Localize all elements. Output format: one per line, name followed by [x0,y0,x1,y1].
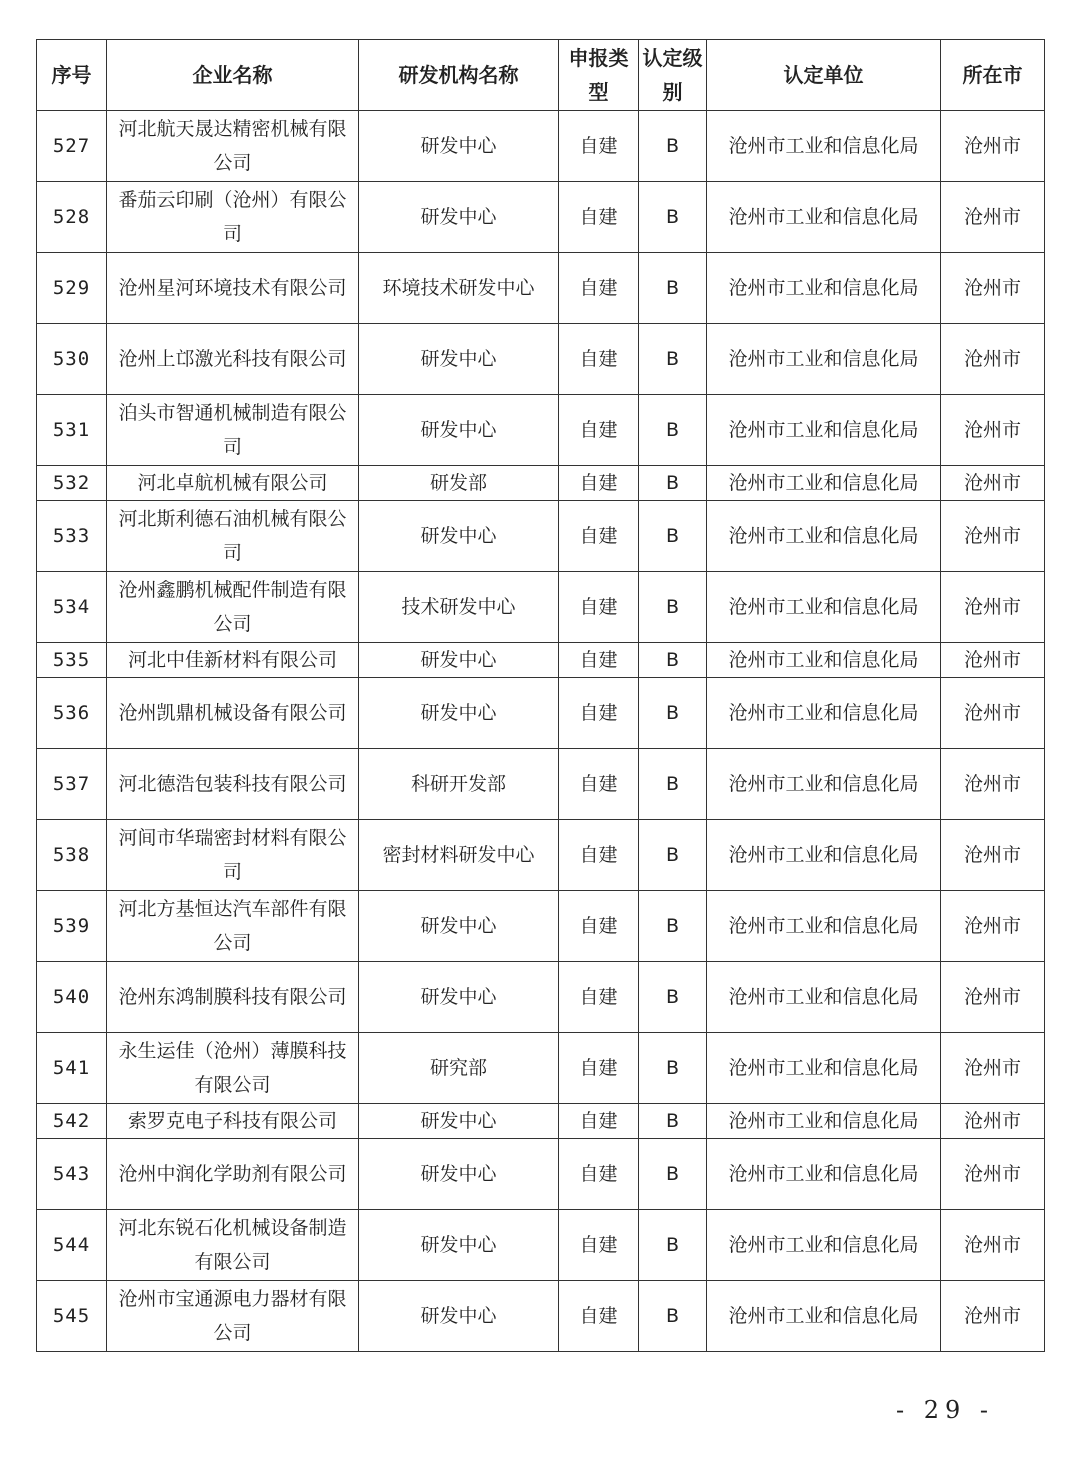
cell-type: 自建 [559,1210,639,1281]
cell-rd-org: 研发中心 [359,111,559,182]
cell-city: 沧州市 [941,891,1045,962]
cell-company: 河间市华瑞密封材料有限公司 [107,820,359,891]
table-row [37,182,1045,253]
table-row [37,1281,1045,1352]
header-seq: 序号 [37,40,107,111]
cell-city: 沧州市 [941,1033,1045,1104]
cell-city: 沧州市 [941,1139,1045,1210]
table-row [37,1104,1045,1139]
cell-rd-org: 科研开发部 [359,749,559,820]
cell-city: 沧州市 [941,324,1045,395]
cell-level: B [639,1210,707,1281]
cell-seq: 535 [37,643,107,678]
cell-company: 索罗克电子科技有限公司 [107,1104,359,1139]
cell-unit: 沧州市工业和信息化局 [707,501,941,572]
table-row [37,643,1045,678]
cell-rd-org: 密封材料研发中心 [359,820,559,891]
cell-type: 自建 [559,501,639,572]
table-row [37,324,1045,395]
header-city: 所在市 [941,40,1045,111]
cell-type: 自建 [559,466,639,501]
cell-city: 沧州市 [941,643,1045,678]
cell-unit: 沧州市工业和信息化局 [707,891,941,962]
table-row [37,1033,1045,1104]
cell-level: B [639,1033,707,1104]
cell-company: 沧州上邙激光科技有限公司 [107,324,359,395]
cell-seq: 528 [37,182,107,253]
cell-seq: 530 [37,324,107,395]
cell-company: 沧州星河环境技术有限公司 [107,253,359,324]
cell-company: 番茄云印刷（沧州）有限公司 [107,182,359,253]
cell-company: 河北东锐石化机械设备制造有限公司 [107,1210,359,1281]
cell-city: 沧州市 [941,111,1045,182]
cell-rd-org: 研发中心 [359,678,559,749]
cell-unit: 沧州市工业和信息化局 [707,678,941,749]
table-row [37,1210,1045,1281]
cell-type: 自建 [559,962,639,1033]
cell-level: B [639,572,707,643]
cell-seq: 529 [37,253,107,324]
cell-level: B [639,324,707,395]
cell-level: B [639,1139,707,1210]
cell-rd-org: 研发部 [359,466,559,501]
cell-city: 沧州市 [941,395,1045,466]
cell-type: 自建 [559,1104,639,1139]
cell-type: 自建 [559,820,639,891]
cell-city: 沧州市 [941,820,1045,891]
cell-level: B [639,643,707,678]
cell-seq: 545 [37,1281,107,1352]
cell-unit: 沧州市工业和信息化局 [707,1210,941,1281]
table-row [37,891,1045,962]
cell-type: 自建 [559,1281,639,1352]
cell-unit: 沧州市工业和信息化局 [707,1281,941,1352]
cell-rd-org: 技术研发中心 [359,572,559,643]
cell-unit: 沧州市工业和信息化局 [707,111,941,182]
cell-level: B [639,501,707,572]
cell-unit: 沧州市工业和信息化局 [707,749,941,820]
cell-level: B [639,891,707,962]
cell-type: 自建 [559,678,639,749]
header-unit: 认定单位 [707,40,941,111]
cell-seq: 542 [37,1104,107,1139]
cell-rd-org: 研发中心 [359,1281,559,1352]
table-body [37,111,1045,1352]
page-number: - 29 - [896,1396,995,1424]
table-row [37,1139,1045,1210]
cell-unit: 沧州市工业和信息化局 [707,1104,941,1139]
cell-company: 沧州中润化学助剂有限公司 [107,1139,359,1210]
cell-rd-org: 研发中心 [359,891,559,962]
cell-company: 河北航天晟达精密机械有限公司 [107,111,359,182]
header-level: 认定级别 [639,40,707,111]
cell-company: 沧州凯鼎机械设备有限公司 [107,678,359,749]
cell-city: 沧州市 [941,182,1045,253]
cell-seq: 541 [37,1033,107,1104]
header-company: 企业名称 [107,40,359,111]
cell-type: 自建 [559,253,639,324]
cell-unit: 沧州市工业和信息化局 [707,1033,941,1104]
cell-city: 沧州市 [941,253,1045,324]
cell-city: 沧州市 [941,1210,1045,1281]
cell-rd-org: 研发中心 [359,1210,559,1281]
cell-unit: 沧州市工业和信息化局 [707,820,941,891]
cell-unit: 沧州市工业和信息化局 [707,572,941,643]
cell-rd-org: 研发中心 [359,501,559,572]
cell-seq: 536 [37,678,107,749]
cell-city: 沧州市 [941,749,1045,820]
cell-rd-org: 研发中心 [359,1104,559,1139]
table-row [37,572,1045,643]
table-header [37,40,1045,111]
cell-city: 沧州市 [941,501,1045,572]
cell-level: B [639,678,707,749]
cell-company: 河北德浩包装科技有限公司 [107,749,359,820]
cell-city: 沧州市 [941,1281,1045,1352]
cell-rd-org: 研究部 [359,1033,559,1104]
cell-rd-org: 研发中心 [359,395,559,466]
cell-type: 自建 [559,395,639,466]
cell-seq: 527 [37,111,107,182]
cell-type: 自建 [559,891,639,962]
cell-unit: 沧州市工业和信息化局 [707,466,941,501]
cell-unit: 沧州市工业和信息化局 [707,324,941,395]
cell-type: 自建 [559,1033,639,1104]
cell-seq: 534 [37,572,107,643]
cell-seq: 531 [37,395,107,466]
cell-rd-org: 研发中心 [359,324,559,395]
table-row [37,749,1045,820]
header-type: 申报类型 [559,40,639,111]
cell-city: 沧州市 [941,466,1045,501]
table-row [37,820,1045,891]
cell-company: 河北斯利德石油机械有限公司 [107,501,359,572]
cell-city: 沧州市 [941,572,1045,643]
cell-level: B [639,1104,707,1139]
cell-unit: 沧州市工业和信息化局 [707,1139,941,1210]
cell-unit: 沧州市工业和信息化局 [707,395,941,466]
cell-type: 自建 [559,324,639,395]
cell-level: B [639,820,707,891]
header-rd-org: 研发机构名称 [359,40,559,111]
cell-seq: 539 [37,891,107,962]
cell-level: B [639,182,707,253]
cell-level: B [639,1281,707,1352]
cell-rd-org: 研发中心 [359,643,559,678]
cell-level: B [639,962,707,1033]
cell-seq: 537 [37,749,107,820]
cell-type: 自建 [559,572,639,643]
table-row [37,253,1045,324]
header-row [37,40,1045,111]
cell-type: 自建 [559,749,639,820]
cell-company: 泊头市智通机械制造有限公司 [107,395,359,466]
cell-seq: 533 [37,501,107,572]
cell-city: 沧州市 [941,962,1045,1033]
cell-seq: 543 [37,1139,107,1210]
cell-company: 沧州市宝通源电力器材有限公司 [107,1281,359,1352]
cell-seq: 544 [37,1210,107,1281]
cell-level: B [639,466,707,501]
table-row [37,395,1045,466]
cell-type: 自建 [559,643,639,678]
cell-type: 自建 [559,111,639,182]
cell-company: 沧州鑫鹏机械配件制造有限公司 [107,572,359,643]
table-row [37,501,1045,572]
cell-unit: 沧州市工业和信息化局 [707,253,941,324]
cell-seq: 538 [37,820,107,891]
cell-rd-org: 环境技术研发中心 [359,253,559,324]
cell-level: B [639,253,707,324]
cell-seq: 532 [37,466,107,501]
cell-unit: 沧州市工业和信息化局 [707,182,941,253]
cell-company: 河北卓航机械有限公司 [107,466,359,501]
table-row [37,111,1045,182]
cell-company: 沧州东鸿制膜科技有限公司 [107,962,359,1033]
cell-type: 自建 [559,1139,639,1210]
cell-company: 河北方基恒达汽车部件有限公司 [107,891,359,962]
cell-level: B [639,111,707,182]
cell-level: B [639,395,707,466]
table-row [37,962,1045,1033]
cell-company: 河北中佳新材料有限公司 [107,643,359,678]
cell-city: 沧州市 [941,1104,1045,1139]
cell-unit: 沧州市工业和信息化局 [707,643,941,678]
cell-rd-org: 研发中心 [359,1139,559,1210]
cell-level: B [639,749,707,820]
cell-city: 沧州市 [941,678,1045,749]
cell-seq: 540 [37,962,107,1033]
cell-rd-org: 研发中心 [359,962,559,1033]
cell-company: 永生运佳（沧州）薄膜科技有限公司 [107,1033,359,1104]
table-row [37,678,1045,749]
cell-type: 自建 [559,182,639,253]
cell-rd-org: 研发中心 [359,182,559,253]
registry-table [36,39,1045,1352]
cell-unit: 沧州市工业和信息化局 [707,962,941,1033]
table-row [37,466,1045,501]
